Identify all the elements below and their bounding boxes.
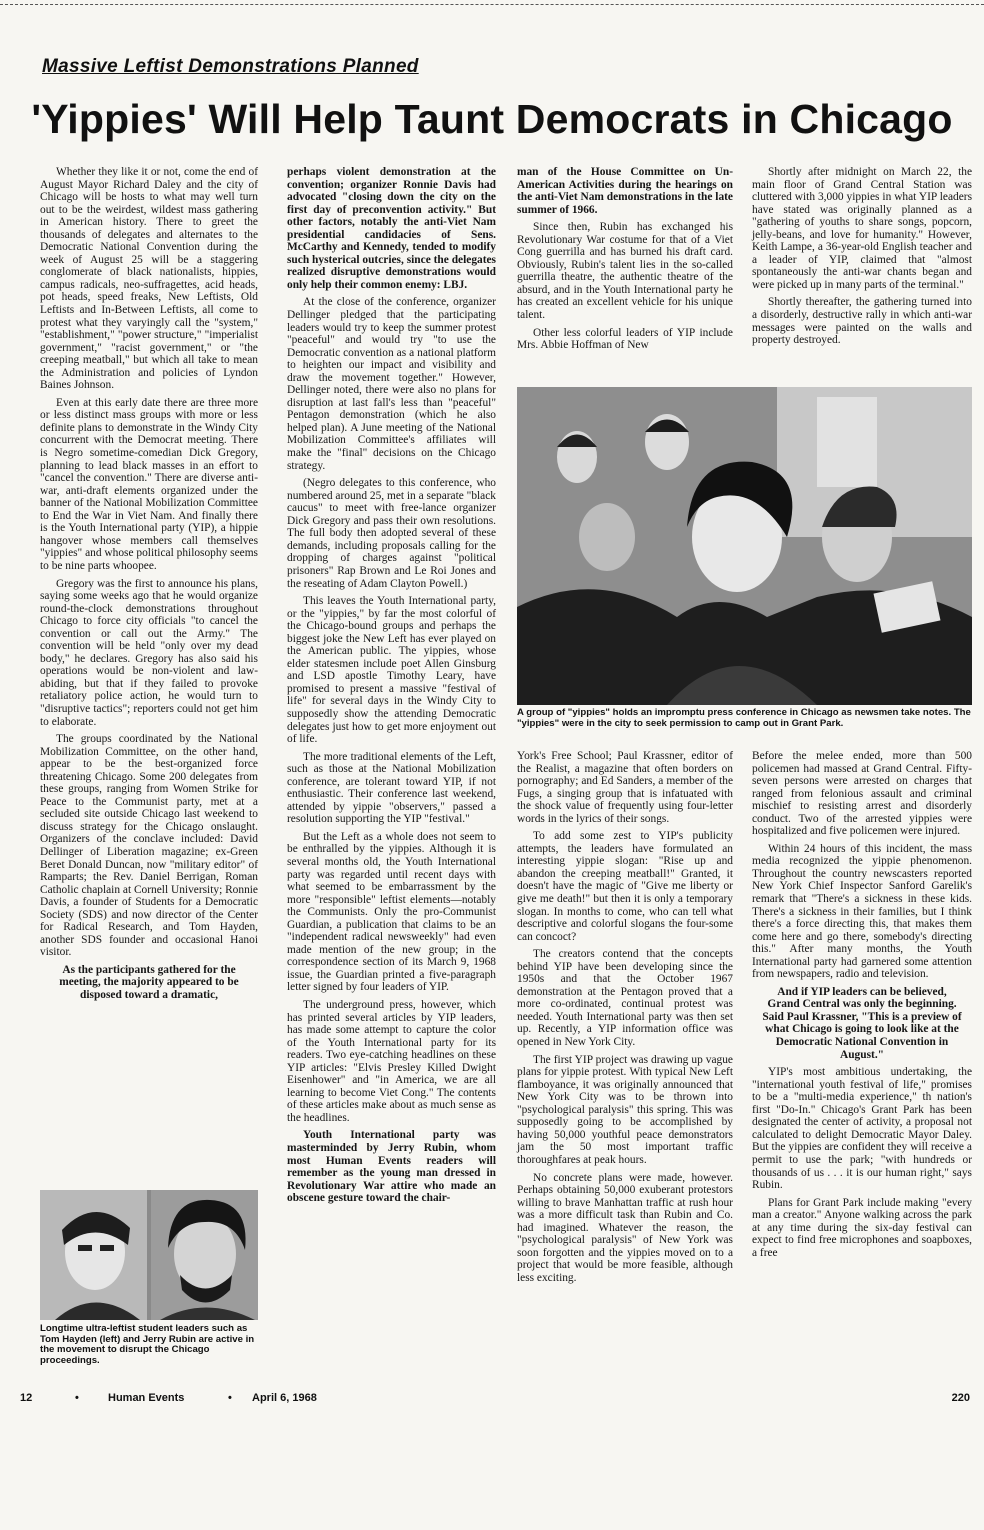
kicker-headline: Massive Leftist Demonstrations Planned [42,56,419,77]
bold-paragraph: perhaps violent demonstration at the convention; organizer Ronnie Davis had advocated "closing down the city on the first day of preconvention activity." But other factors, notably the anti-Viet Nam presidential candidacies of Sens. McCarthy and Kennedy, tended to modify such hysterical outcries, since the delegates realized disruptive demonstrations would only help their common enemy: LBJ. [287,166,496,291]
top-rule [0,4,984,5]
paragraph: This leaves the Youth International party, or the "yippies," by far the most colorful of the Chicago-bound groups and perhaps the biggest joke the New Left has ever played on the American public. The yippies, whose elder statesmen include poet Allen Ginsburg and LSD apostle Timothy Leary, have promised to present a massive "festival of life" for several days in the Windy City to supposedly show the attending Democratic delegates just how to get more enjoyment out of life. [287,595,496,746]
paragraph: (Negro delegates to this conference, who numbered around 25, met in a separate "black caucus" to meet with free-lance organizer Dick Gregory and pass their own resolutions. The full body then adopted several of these demands, including proposals calling for the dropping of charges against "political prisoners" Rap Brown and Le Roi Jones and the reseating of Adam Clayton Powell.) [287,477,496,590]
page-footer [20,1392,970,1408]
paragraph: The first YIP project was drawing up vague plans for yippie protest. With typical New Left flamboyance, it was originally announced that New York City was to be thrown into "psychological paralysis" this spring. This was supposedly going to be accomplished by having 50,000 youthful peace demonstrators jam the 50 most important traffic thoroughfares at peak hours. [517,1053,733,1166]
paragraph: Gregory was the first to announce his plans, saying some weeks ago that he would organize round-the-clock demonstrations throughout Chicago to force city officials "to cancel the convention or call out the Army." The convention will be held "only over my dead body," he declares. Gregory has also said his operations would be non-violent and law-abiding, but that if they failed to provoke retaliatory police action, he would turn to "disruptive tactics"; reporters could not get him to elaborate. [40,577,258,728]
footer-bullet: • [75,1392,79,1404]
page-number: 12 [20,1392,33,1404]
bold-paragraph: And if YIP leaders can be believed, Grand Central was only the beginning. Said Paul Krassner, "This is a preview of what Chicago is going to look like at the Democratic National Convention in August." [762,985,962,1061]
article-column-1 [40,166,258,1007]
paragraph: But the Left as a whole does not seem to be enthralled by the yippies. Although it is several months old, the Youth International party was regarded until recent days with what seemed to be embarrassment by the more "responsible" leftist elements—notably the Communists. Only the pro-Communist Guardian, a publication that claims to be an "independent radical newsweekly" had even made mention of the new group; in the correspondence section of its March 9, 1968 issue, the Guardian printed a five-paragraph letter signed by four leaders of YIP. [287,830,496,994]
paragraph: At the close of the conference, organizer Dellinger pledged that the participating leaders would try to keep the summer protest "peaceful" and would try "to use the Democratic convention as a national platform to heighten our impact and visibility and draw the movement together." However, Dellinger noted, there were also no plans for disruption at last fall's less than "peaceful" Pentagon demonstration (which he also helped plan). A June meeting of the National Mobilization Committee's affiliates will make the "final" decisions on the Chicago strategy. [287,296,496,472]
paragraph: Since then, Rubin has exchanged his Revolutionary War costume for that of a Viet Cong guerrilla and has burned his draft card. Obviously, Rubin's talent lies in the so-called guerrilla theatre, the authentic theatre of the absurd, and in the Youth International party he has created an excellent vehicle for his unique talent. [517,221,733,322]
article-column-2 [287,166,496,1210]
paragraph: Other less colorful leaders of YIP include Mrs. Abbie Hoffman of New [517,326,733,352]
paragraph: Plans for Grant Park include making "every man a creator." Anyone walking across the park at any time during the six-day festival can expect to find free microphones and soapboxes, a free [752,1196,972,1259]
issue-date: April 6, 1968 [252,1392,317,1404]
paragraph: York's Free School; Paul Krassner, editor of the Realist, a magazine that often borders on pornography; and Ed Sanders, a member of the Fugs, a singing group that is infatuated with the shock value of frequently using four-letter words in the lyrics of their songs. [517,750,733,825]
paragraph: Before the melee ended, more than 500 policemen had massed at Grand Central. Fifty-seven persons were arrested on charges that ranged from felonious assault and criminal mischief to resisting arrest and disorderly conduct. Two of the arrested yippies were hospitalized and five policemen were injured. [752,750,972,838]
paragraph: YIP's most ambitious undertaking, the "international youth festival of life," promises to be a "multi-media experience," th nation's first "Do-In." Chicago's Grant Park has been designated the center of activity, a proposal not calculated to delight Democratic Mayor Daley. But the yippies are confident they will receive a permit to use the park; "with hundreds or thousands of us . . . it is our human right," says Rubin. [752,1066,972,1192]
paragraph: Whether they like it or not, come the end of August Mayor Richard Daley and the city of Chicago will be hosts to what may well turn out to be the weirdest, wildest mass gathering in American history. There to greet the thousands of delegates and alternates to the Democratic National Convention during the week of August 25 will be a staggering conglomerate of black nationalists, hippies, campus radicals, neo-suffragettes, acid heads, pot heads, speed freaks, New Leftists, Old Leftists and In-Between Leftists, all come to protest what they varyingly call the "system," "establishment," "power structure," "imperialist government," "racist government," or "the creeping meatball," but which all take to mean the Administration and policies of Lyndon Baines Johnson. [40,166,258,392]
bold-paragraph: Youth International party was masterminded by Jerry Rubin, whom most Human Events readers will remember as the young man dressed in Revolutionary War attire who made an obscene gesture toward the chair- [287,1129,496,1205]
paragraph: No concrete plans were made, however. Perhaps obtaining 50,000 exuberant protestors willing to brave Manhattan traffic at rush hour was a more difficult task than Rubin and Co. had imagined. Whatever the reason, the "psychological paralysis" of New York was soon forgotten and the yippies moved on to a project that would be more feasible, although less exciting. [517,1171,733,1284]
bold-paragraph: As the participants gathered for the meeting, the majority appeared to be disposed toward a dramatic, [59,963,239,1001]
paragraph: Even at this early date there are three more or less distinct mass groups with more or less definite plans to demonstrate in the Windy City concurrent with the Democrat meeting. There is Negro sometime-comedian Dick Gregory, planning to lead black masses in an effort to "cancel the convention." There are diverse anti-war, anti-draft elements organized under the banner of the National Mobilization Committee to End the War in Viet Nam. And finally there is the Youth International party (YIP), a hippie hangover whose members call themselves "yippies" and whose political philosophy seems to be nine parts whoopee. [40,396,258,572]
article-column-4-top [752,166,972,352]
footer-bullet: • [228,1392,232,1404]
paragraph: Shortly after midnight on March 22, the main floor of Grand Central Station was cluttered with 3,000 yippies in what YIP leaders have stated was originally planned as a "gathering of youths to share songs, popcorn, jelly-beans, and love for humanity." However, Keith Lampe, a 36-year-old English teacher and a leader of YIP, claimed that "almost spontaneously the anti-war chants began and were picked up in many parts of the terminal." [752,166,972,291]
folio-number: 220 [951,1392,970,1404]
paragraph: The creators contend that the concepts behind YIP have been developing since the 1950s and that the October 1967 demonstration at the Pentagon proved that a more co-ordinated, continual protest was needed. Youth International party was then set up. Recently, a YIP information office was opened in New York City. [517,948,733,1049]
paragraph: The groups coordinated by the National Mobilization Committee, on the other hand, appear to be the best-organized force threatening Chicago. Some 200 delegates from these groups, ranging from Women Strike for Peace to the Communist party, met at a secluded site outside Chicago last weekend to discuss strategy for the Chicago onslaught. Organizers of the conclave included: David Dellinger of Liberation magazine; ex-Green Beret Donald Duncan, now "military editor" of Ramparts; the Rev. Daniel Berrigan, Roman Catholic chaplain at Cornell University; Ronnie Davis, a founder of Students for a Democratic Society (SDS) and now director of the Center for Radical Research, and Tom Hayden, another SDS founder and occasional Hanoi visitor. [40,733,258,959]
main-photo-caption: A group of "yippies" holds an impromptu press conference in Chicago as newsmen take notes. The "yippies" were in the city to seek permission to camp out in Grant Park. [517,707,971,729]
paragraph: To add some zest to YIP's publicity attempts, the leaders have formulated an interesting yippie slogan: "Rise up and abandon the creeping meatball!" Granted, it doesn't have the magic of "Give me liberty or give me death!" but then it is only a temporary slogan. In months to come, who can tell what descriptive and colorful slogans the four-some can concoct? [517,830,733,943]
paragraph: Shortly thereafter, the gathering turned into a disorderly, destructive rally in which anti-war messages were painted on the walls and property destroyed. [752,296,972,347]
press-conference-photo [517,387,972,705]
main-headline: 'Yippies' Will Help Taunt Democrats in Chicago [31,96,953,142]
article-column-3-bottom [517,750,733,1289]
article-column-3-top [517,166,733,357]
publication-name: Human Events [108,1392,185,1404]
small-photo-caption: Longtime ultra-leftist student leaders such as Tom Hayden (left) and Jerry Rubin are active in the movement to disrupt the Chicago proceedings. [40,1323,255,1366]
hayden-rubin-photo [40,1190,258,1320]
paragraph: The underground press, however, which has printed several articles by YIP leaders, has made some attempt to capture the color of the Youth International party for its readers. Two eye-catching headlines on these YIP articles: "Elvis Presley Killed Dwight Eisenhower" and "in America, we are all learning to become Viet Cong." The contents of these articles make about as much sense as the headlines. [287,999,496,1124]
bold-paragraph: man of the House Committee on Un-American Activities during the hearings on the anti-Viet Nam demonstrations in the late summer of 1966. [517,166,733,216]
paragraph: The more traditional elements of the Left, such as those at the National Mobilization conference, are tolerant toward YIP, if not enthusiastic. Their conference last weekend, attended by yippie "observers," passed a resolution supporting the YIP "festival." [287,750,496,826]
article-column-4-bottom [752,750,972,1264]
paragraph: Within 24 hours of this incident, the mass media recognized the yippie phenomenon. Throughout the country newscasters reported New York Chief Inspector Sanford Garelik's remark that "There's a sickness in these kids. There's a sickness in their families, but I think there's a force directing this, that makes them come here and go there, somebody's directing this." After many months, the Youth International party had garnered some attention from newspapers, radio and television. [752,842,972,981]
